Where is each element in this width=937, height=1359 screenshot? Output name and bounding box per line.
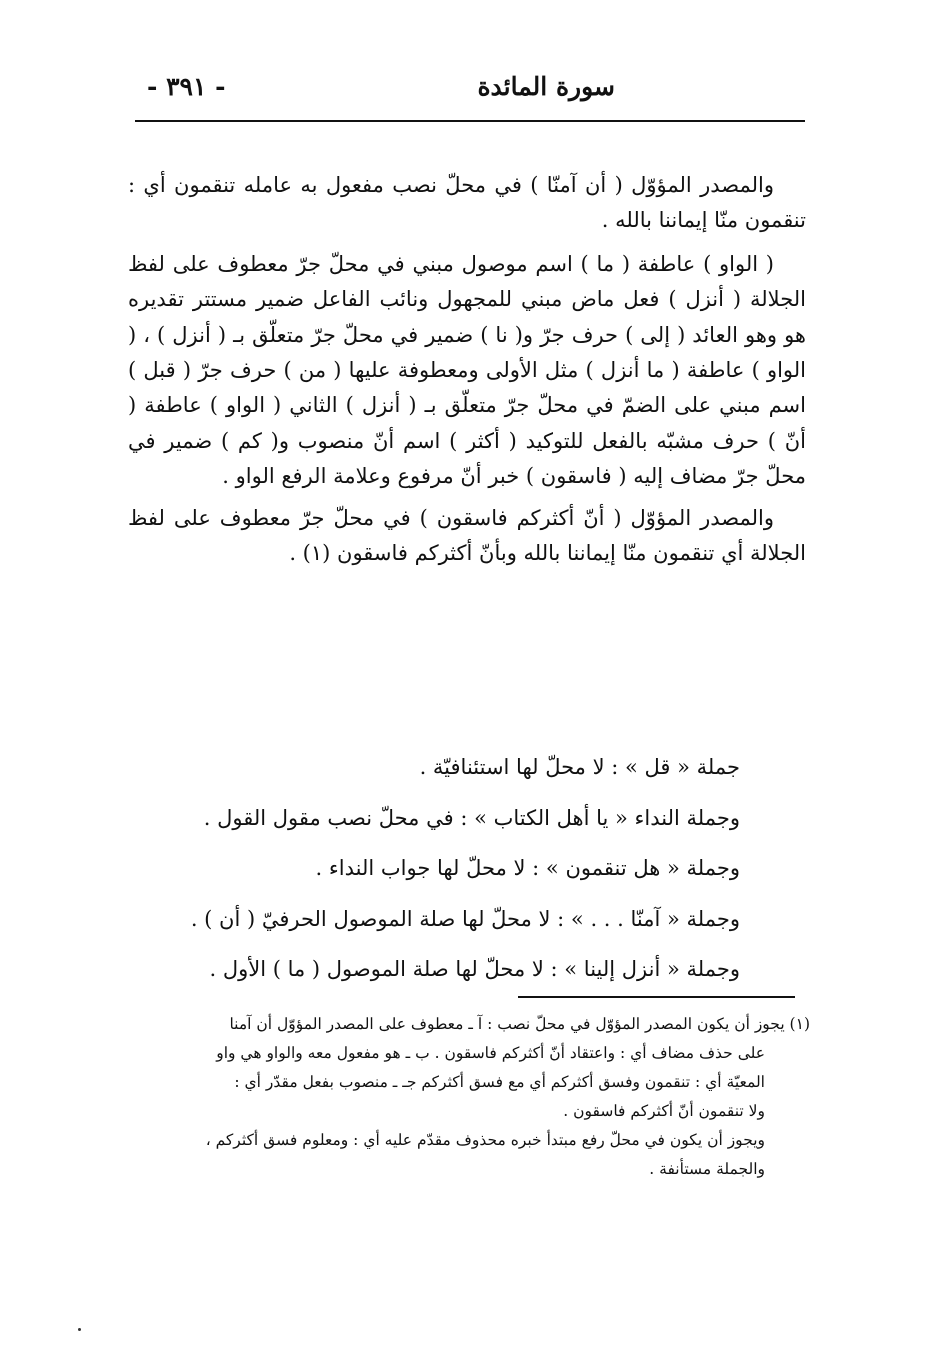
- footnote-line: على حذف مضاف أي : واعتقاد أنّ أكثركم فاسقون . ب ـ هو مفعول معه والواو هي واو: [216, 1044, 765, 1062]
- sentence-item: وجملة « أنزل إلينا » : لا محلّ لها صلة الموصول ( ما ) الأول .: [209, 957, 740, 981]
- page-header: [135, 70, 805, 110]
- footnote-line: ولا تنقمون أنّ أكثركم فاسقون .: [563, 1102, 765, 1120]
- paragraph-masdar-1: والمصدر المؤوّل ( أن آمنّا ) في محلّ نصب مفعول به عامله تنقمون أي : تنقمون منّا إيماننا بالله .: [128, 173, 806, 233]
- main-text: [128, 168, 806, 571]
- footnote-line: المعيّة أي : تنقمون وفسق أكثركم أي مع فسق أكثركم جـ ـ منصوب بفعل مقدّر أي :: [234, 1073, 765, 1091]
- footnote-line: (١) يجوز أن يكون المصدر المؤوّل في محلّ نصب : آ ـ معطوف على المصدر المؤوّل أن آمنا: [229, 1015, 810, 1033]
- surah-title: سورة المائدة: [477, 72, 615, 101]
- scan-speck: [78, 1328, 81, 1331]
- header-rule: [135, 120, 805, 122]
- footnote-line: ويجوز أن يكون في محلّ رفع مبتدأ خبره محذوف مقدّم عليه أي : ومعلوم فسق أكثركم ،: [205, 1131, 765, 1149]
- sentence-item: جملة « قل » : لا محلّ لها استئنافيّة .: [419, 755, 740, 779]
- page-number: - ٣٩١ -: [147, 72, 226, 101]
- paragraph-irab: ( الواو ) عاطفة ( ما ) اسم موصول مبني في محلّ جرّ معطوف على لفظ الجلالة ( أنزل ) فعل ماض مبني للمجهول ونائب الفاعل ضمير مستتر تقديره هو وهو العائد ( إلى ) حرف جرّ و( نا ) ضمير في محلّ جرّ متعلّق بـ ( أنزل ) ، ( الواو ) عاطفة ( ما أنزل ) مثل الأولى ومعطوفة عليها ( من ) حرف جرّ ( قبل ) اسم مبني على الضمّ في محلّ جرّ متعلّق بـ ( أنزل ) الثاني ( الواو ) عاطفة ( أنّ ) حرف مشبّه بالفعل للتوكيد ( أكثر ) اسم أنّ منصوب و( كم ) ضمير في محلّ جرّ مضاف إليه ( فاسقون ) خبر أنّ مرفوع وعلامة الرفع الواو .: [128, 251, 806, 489]
- footnote-line: والجملة مستأنفة .: [649, 1160, 765, 1178]
- sentence-list: [128, 742, 740, 995]
- footnote-rule: [518, 996, 795, 998]
- paragraph-masdar-2: والمصدر المؤوّل ( أنّ أكثركم فاسقون ) في محلّ جرّ معطوف على لفظ الجلالة أي تنقمون منّا إيماننا بالله وبأنّ أكثركم فاسقون (١) .: [128, 505, 806, 566]
- sentence-item: وجملة « آمنّا . . . » : لا محلّ لها صلة الموصول الحرفيّ ( أن ) .: [190, 906, 740, 931]
- footnote: [120, 1010, 810, 1184]
- sentence-item: وجملة النداء « يا أهل الكتاب » : في محلّ نصب مقول القول .: [203, 805, 740, 830]
- sentence-item: وجملة « هل تنقمون » : لا محلّ لها جواب النداء .: [315, 856, 740, 880]
